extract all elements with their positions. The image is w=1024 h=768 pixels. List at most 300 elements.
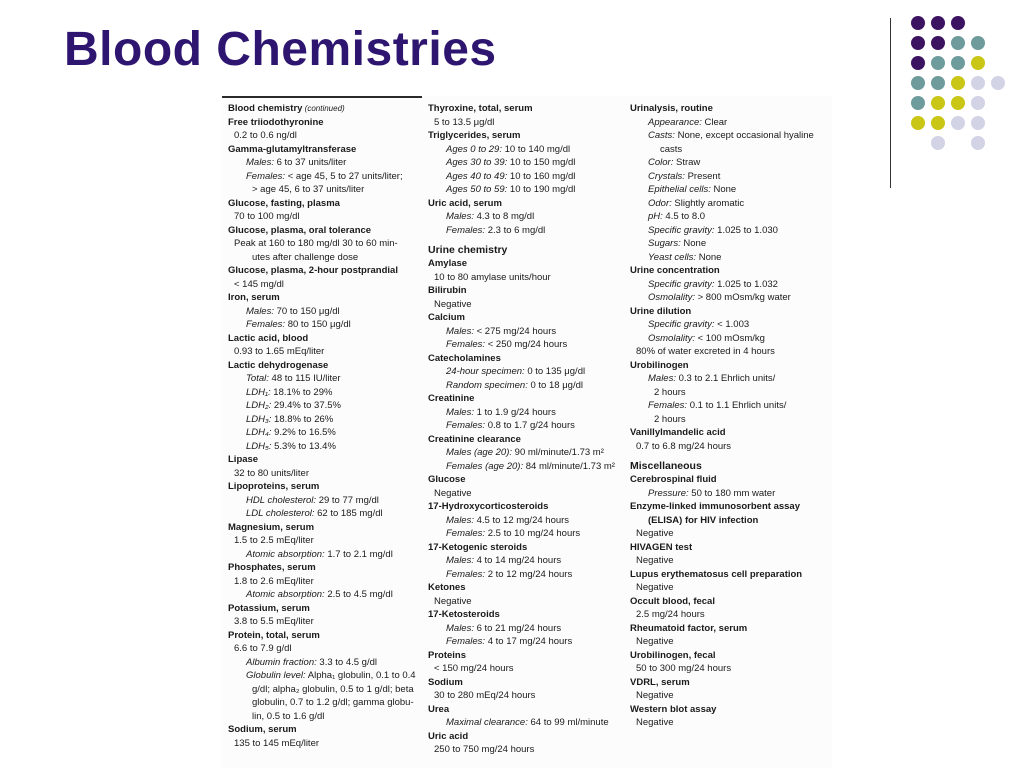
decorative-dot: [951, 56, 965, 70]
subvalue-text: 1 to 1.9 g/24 hours: [473, 406, 556, 418]
subvalue-label: Ages 30 to 39:: [446, 157, 508, 168]
reference-value: Negative: [636, 717, 674, 728]
test-heading-text: Gamma-glutamyltransferase: [228, 143, 357, 155]
test-heading: [428, 473, 628, 487]
decorative-dot: [951, 96, 965, 110]
subvalue-label: Specific gravity:: [648, 278, 715, 290]
subvalue-label: Males:: [246, 157, 274, 168]
decorative-dot: [991, 76, 1005, 90]
test-heading: [428, 730, 628, 744]
reference-value: 0.93 to 1.65 mEq/liter: [234, 346, 325, 357]
subvalue-label: Globulin level:: [246, 670, 306, 681]
test-heading-text: Glucose: [428, 474, 466, 485]
reference-subvalue: [428, 406, 628, 420]
reference-value: 50 to 300 mg/24 hours: [636, 663, 732, 674]
test-heading: [228, 602, 424, 616]
reference-value: Peak at 160 to 180 mg/dl 30 to 60 min-: [234, 238, 398, 249]
decorative-dot: [911, 96, 925, 110]
reference-subvalue: [630, 197, 830, 211]
reference-subvalue: [228, 548, 424, 562]
subvalue-text: 18.8% to 26%: [271, 413, 334, 425]
reference-value: Negative: [434, 298, 472, 310]
decorative-dot: [971, 36, 985, 50]
test-heading: [630, 264, 830, 278]
test-heading-text: Lipoproteins, serum: [228, 481, 320, 492]
test-heading-text: Sodium: [428, 676, 463, 688]
test-heading: [630, 595, 830, 609]
test-heading-text: Thyroxine, total, serum: [428, 103, 533, 114]
test-heading-text: Blood chemistry: [228, 103, 303, 114]
test-heading-text: Glucose, plasma, oral tolerance: [228, 224, 372, 236]
reference-subvalue: [228, 426, 424, 440]
test-heading-text: Urobilinogen: [630, 359, 689, 371]
subvalue-text: None: [680, 238, 707, 249]
subvalue-label: Females:: [446, 636, 486, 647]
continued-value: casts: [660, 143, 683, 155]
continued-value: lin, 0.5 to 1.6 g/dl: [252, 710, 325, 722]
reference-value: 1.8 to 2.6 mEq/liter: [234, 575, 314, 587]
test-heading-text: 17-Hydroxycorticosteroids: [428, 501, 549, 512]
test-heading-text: Cerebrospinal fluid: [630, 474, 717, 485]
subvalue-label: Females:: [446, 420, 486, 431]
reference-subvalue: [428, 338, 628, 352]
test-heading-text: Uric acid: [428, 730, 469, 742]
decorative-dot: [951, 76, 965, 90]
subvalue-text: < 250 mg/24 hours: [485, 339, 568, 350]
test-heading: [228, 224, 424, 238]
subvalue-label: Ages 0 to 29:: [446, 143, 502, 155]
subvalue-label: LDL cholesterol:: [246, 508, 315, 519]
section-heading: Miscellaneous: [630, 460, 702, 472]
reference-subvalue: [228, 413, 424, 427]
decorative-dot: [931, 56, 945, 70]
reference-subvalue: [428, 514, 628, 528]
reference-subvalue: [630, 183, 830, 197]
continued-value: 2 hours: [654, 386, 686, 398]
decorative-dot: [911, 116, 925, 130]
reference-subvalue: [428, 365, 628, 379]
subvalue-text: 4 to 17 mg/24 hours: [485, 636, 573, 647]
test-heading: [228, 291, 424, 305]
test-heading: [428, 541, 628, 555]
subvalue-label: Males:: [446, 514, 474, 526]
subvalue-label: Males (age 20):: [446, 447, 513, 458]
reference-value: Negative: [636, 636, 674, 647]
subvalue-text: 1.7 to 2.1 mg/dl: [324, 548, 393, 560]
test-heading: [428, 284, 628, 298]
subvalue-text: 6 to 37 units/liter: [273, 157, 347, 168]
subvalue-label: Maximal clearance:: [446, 717, 528, 728]
test-heading: [428, 676, 628, 690]
reference-subvalue: [428, 210, 628, 224]
reference-subvalue: [630, 116, 830, 130]
reference-value: 0.7 to 6.8 mg/24 hours: [636, 440, 732, 452]
subvalue-text: 50 to 180 mm water: [688, 487, 776, 499]
subvalue-text: < 275 mg/24 hours: [473, 325, 557, 337]
test-heading: [228, 453, 424, 467]
subvalue-text: 29.4% to 37.5%: [271, 400, 341, 411]
test-heading-text: Potassium, serum: [228, 602, 310, 614]
subvalue-label: Yeast cells:: [648, 251, 697, 263]
test-heading: [630, 703, 830, 717]
reference-value: Negative: [636, 582, 674, 593]
decorative-dot: [951, 16, 965, 30]
continued-value: > age 45, 6 to 37 units/liter: [252, 184, 365, 195]
subvalue-text: 4.3 to 8 mg/dl: [473, 211, 535, 222]
subvalue-label: LDH₂:: [246, 400, 272, 411]
test-heading-text: Urobilinogen, fecal: [630, 649, 716, 661]
subvalue-text: 10 to 190 mg/dl: [507, 184, 576, 195]
test-heading: [428, 311, 628, 325]
test-heading-text: Bilirubin: [428, 285, 467, 296]
test-heading-text: Proteins: [428, 649, 467, 661]
reference-subvalue: [428, 156, 628, 170]
subvalue-text: 1.025 to 1.032: [714, 278, 778, 290]
test-heading: [630, 305, 830, 319]
test-heading-text: Amylase: [428, 258, 468, 269]
decorative-dot: [971, 96, 985, 110]
test-heading-text: Iron, serum: [228, 292, 280, 303]
test-heading: [428, 433, 628, 447]
subvalue-text: 3.3 to 4.5 g/dl: [316, 656, 377, 668]
reference-subvalue: [630, 210, 830, 224]
subvalue-label: Appearance:: [648, 116, 702, 128]
decorative-dot: [931, 16, 945, 30]
test-heading: [228, 102, 424, 116]
reference-subvalue: [630, 224, 830, 238]
test-heading-text: Lactic acid, blood: [228, 332, 309, 344]
subvalue-text: 29 to 77 mg/dl: [316, 494, 379, 506]
subvalue-text: 10 to 160 mg/dl: [507, 170, 576, 182]
test-heading-text: Vanillylmandelic acid: [630, 427, 726, 438]
test-heading-text: 17-Ketogenic steroids: [428, 541, 528, 553]
test-heading-text: Ketones: [428, 582, 466, 593]
subvalue-text: 0.1 to 1.1 Ehrlich units/: [687, 400, 787, 411]
subvalue-text: None, except occasional hyaline: [674, 130, 814, 141]
scanned-reference-table: [222, 96, 832, 768]
subvalue-text: 9.2% to 16.5%: [271, 427, 336, 438]
reference-value: 10 to 80 amylase units/hour: [434, 271, 551, 283]
subvalue-label: Males:: [246, 305, 274, 317]
decorative-dot: [931, 36, 945, 50]
reference-subvalue: [428, 170, 628, 184]
reference-value: Negative: [636, 690, 674, 701]
reference-value: Negative: [434, 487, 472, 499]
subvalue-label: Females (age 20):: [446, 460, 524, 472]
reference-value: Negative: [636, 555, 674, 566]
subvalue-text: None: [710, 184, 737, 195]
test-heading: [630, 426, 830, 440]
test-heading: [630, 102, 830, 116]
test-heading: [228, 264, 424, 278]
subvalue-label: Osmolality:: [648, 292, 695, 303]
test-heading-text: Triglycerides, serum: [428, 130, 521, 141]
test-heading: [630, 568, 830, 582]
reference-subvalue: [630, 487, 830, 501]
test-heading-text: Phosphates, serum: [228, 562, 316, 573]
subvalue-label: Ages 50 to 59:: [446, 184, 508, 195]
subvalue-label: Epithelial cells:: [648, 184, 711, 195]
subvalue-label: Males:: [446, 325, 474, 337]
reference-subvalue: [228, 318, 424, 332]
subvalue-text: > 800 mOsm/kg water: [694, 292, 791, 303]
reference-column-3: [630, 102, 830, 730]
subvalue-label: Males:: [648, 373, 676, 384]
decorative-dot: [911, 16, 925, 30]
test-heading: [630, 649, 830, 663]
subvalue-text: 1.025 to 1.030: [714, 224, 778, 236]
reference-subvalue: [630, 237, 830, 251]
test-heading-text: Calcium: [428, 312, 465, 323]
decorative-dot: [951, 116, 965, 130]
test-heading: [428, 608, 628, 622]
test-heading-text: Urine dilution: [630, 305, 692, 317]
subvalue-label: Specific gravity:: [648, 319, 715, 330]
subvalue-text: < 1.003: [714, 319, 750, 330]
reference-value: 250 to 750 mg/24 hours: [434, 744, 535, 755]
subvalue-text: 4 to 14 mg/24 hours: [473, 555, 562, 566]
test-heading: [428, 257, 628, 271]
subvalue-label: Males:: [446, 555, 474, 566]
subvalue-text: 4.5 to 12 mg/24 hours: [473, 514, 570, 526]
subvalue-label: Males:: [446, 622, 474, 634]
test-heading: [428, 703, 628, 717]
reference-value: 135 to 145 mEq/liter: [234, 737, 320, 749]
reference-subvalue: [428, 716, 628, 730]
subvalue-label: Color:: [648, 157, 674, 168]
reference-value: 1.5 to 2.5 mEq/liter: [234, 535, 314, 546]
test-heading-text: Lupus erythematosus cell preparation: [630, 568, 803, 580]
reference-value: 0.2 to 0.6 ng/dl: [234, 130, 297, 141]
test-heading-text: Rheumatoid factor, serum: [630, 622, 748, 634]
subvalue-text: 4.5 to 8.0: [662, 211, 706, 222]
subvalue-label: Females:: [446, 224, 486, 236]
test-heading: [428, 102, 628, 116]
test-heading-text: Occult blood, fecal: [630, 595, 715, 607]
subvalue-text: None: [696, 251, 722, 263]
test-heading: [228, 197, 424, 211]
subvalue-text: Straw: [673, 157, 701, 168]
slide-title: Blood Chemistries: [64, 23, 497, 76]
subvalue-label: pH:: [648, 211, 663, 222]
subvalue-text: 80 to 150 μg/dl: [285, 319, 351, 330]
reference-subvalue: [428, 460, 628, 474]
subvalue-label: Females:: [446, 339, 486, 350]
decorative-dot: [911, 76, 925, 90]
test-heading: [630, 676, 830, 690]
test-heading-text: HIVAGEN test: [630, 541, 693, 553]
reference-subvalue: [228, 156, 424, 170]
reference-subvalue: [630, 129, 830, 143]
subvalue-text: 2.5 to 10 mg/24 hours: [485, 528, 581, 539]
reference-subvalue: [228, 305, 424, 319]
subvalue-label: Sugars:: [648, 238, 681, 249]
table-top-rule: [222, 96, 422, 98]
subvalue-text: 0.8 to 1.7 g/24 hours: [485, 420, 575, 431]
subvalue-label: Females:: [446, 568, 486, 580]
test-heading: [228, 359, 424, 373]
decorative-dot: [931, 116, 945, 130]
section-heading: Urine chemistry: [428, 244, 508, 256]
decorative-dot: [911, 36, 925, 50]
subvalue-label: HDL cholesterol:: [246, 494, 317, 506]
subvalue-label: Specific gravity:: [648, 224, 715, 236]
subvalue-label: Crystals:: [648, 170, 685, 182]
continued-value: globulin, 0.7 to 1.2 g/dl; gamma globu-: [252, 697, 414, 708]
test-heading: [630, 622, 830, 636]
continued-value: g/dl; alpha₂ globulin, 0.5 to 1 g/dl; beta: [252, 683, 414, 695]
title-divider: [890, 18, 891, 188]
reference-subvalue: [630, 291, 830, 305]
test-heading-text: Magnesium, serum: [228, 521, 315, 533]
subvalue-text: 90 ml/minute/1.73 m²: [512, 447, 604, 458]
reference-subvalue: [228, 372, 424, 386]
test-heading: [228, 332, 424, 346]
subvalue-text: 10 to 150 mg/dl: [507, 157, 576, 168]
reference-value: Negative: [636, 528, 674, 539]
test-heading-text: Lactic dehydrogenase: [228, 359, 329, 371]
reference-subvalue: [630, 251, 830, 265]
subvalue-text: 84 ml/minute/1.73 m²: [523, 460, 615, 472]
test-heading-text: 17-Ketosteroids: [428, 609, 500, 620]
reference-subvalue: [428, 419, 628, 433]
subvalue-label: Females:: [648, 400, 688, 411]
subvalue-text: 64 to 99 ml/minute: [527, 717, 609, 728]
reference-subvalue: [428, 224, 628, 238]
test-heading: [630, 473, 830, 487]
test-heading: [428, 500, 628, 514]
reference-value: 32 to 80 units/liter: [234, 467, 309, 479]
subvalue-text: 18.1% to 29%: [270, 386, 333, 398]
subvalue-text: < age 45, 5 to 27 units/liter;: [285, 170, 403, 182]
subvalue-label: Random specimen:: [446, 379, 528, 391]
subvalue-text: Clear: [701, 116, 728, 128]
reference-value: 2.5 mg/24 hours: [636, 609, 705, 620]
subvalue-text: 2 to 12 mg/24 hours: [485, 568, 573, 580]
reference-subvalue: [428, 527, 628, 541]
heading-note: (continued): [302, 104, 345, 113]
test-heading-text: Urinalysis, routine: [630, 103, 713, 114]
reference-subvalue: [428, 446, 628, 460]
reference-value: 30 to 280 mEq/24 hours: [434, 690, 536, 701]
decorative-dot: [951, 36, 965, 50]
reference-subvalue: [228, 656, 424, 670]
subvalue-label: Atomic absorption:: [246, 548, 325, 560]
subvalue-text: Present: [684, 170, 721, 182]
test-heading: [428, 129, 628, 143]
subvalue-text: 0.3 to 2.1 Ehrlich units/: [675, 373, 776, 384]
test-heading: [428, 352, 628, 366]
subvalue-text: 0 to 135 μg/dl: [524, 366, 586, 377]
subvalue-text: 2.3 to 6 mg/dl: [485, 224, 546, 236]
subvalue-label: Females:: [246, 170, 286, 182]
subvalue-text: Slightly aromatic: [671, 197, 745, 209]
subvalue-label: LDH₄:: [246, 427, 272, 438]
reference-subvalue: [428, 143, 628, 157]
test-heading-text: Western blot assay: [630, 703, 717, 715]
subvalue-label: Pressure:: [648, 487, 689, 499]
reference-value: 80% of water excreted in 4 hours: [636, 346, 775, 357]
subvalue-label: Casts:: [648, 130, 675, 141]
reference-value: 3.8 to 5.5 mEq/liter: [234, 616, 314, 627]
test-heading: [228, 629, 424, 643]
reference-subvalue: [428, 325, 628, 339]
test-heading: [428, 581, 628, 595]
reference-subvalue: [630, 332, 830, 346]
reference-subvalue: [630, 372, 830, 386]
subvalue-label: LDH₁:: [246, 386, 271, 398]
reference-subvalue: [228, 170, 424, 184]
subvalue-text: < 100 mOsm/kg: [694, 332, 765, 344]
reference-subvalue: [228, 440, 424, 454]
test-heading: [228, 116, 424, 130]
subvalue-text: 5.3% to 13.4%: [271, 440, 336, 452]
decorative-dot: [931, 96, 945, 110]
reference-subvalue: [428, 622, 628, 636]
reference-subvalue: [630, 156, 830, 170]
decorative-dot: [931, 76, 945, 90]
subvalue-text: 0 to 18 μg/dl: [527, 379, 583, 391]
reference-subvalue: [428, 554, 628, 568]
reference-value: 6.6 to 7.9 g/dl: [234, 643, 292, 654]
subvalue-label: Females:: [446, 528, 486, 539]
reference-subvalue: [228, 494, 424, 508]
subvalue-label: Osmolality:: [648, 332, 695, 344]
reference-subvalue: [630, 170, 830, 184]
subvalue-text: 48 to 115 IU/liter: [268, 373, 341, 384]
subvalue-label: Total:: [246, 373, 269, 384]
test-heading: [630, 359, 830, 373]
decorative-dot: [971, 56, 985, 70]
decorative-dot: [911, 56, 925, 70]
test-heading-text: Creatinine: [428, 393, 475, 404]
reference-subvalue: [228, 399, 424, 413]
test-heading-text: Sodium, serum: [228, 724, 297, 735]
reference-subvalue: [428, 183, 628, 197]
reference-subvalue: [630, 399, 830, 413]
subvalue-text: Alpha₁ globulin, 0.1 to 0.4: [305, 670, 416, 681]
subvalue-label: Odor:: [648, 197, 672, 209]
subvalue-text: 10 to 140 mg/dl: [501, 143, 571, 155]
test-heading: [228, 561, 424, 575]
subvalue-label: LDH₅:: [246, 440, 272, 452]
reference-subvalue: [228, 507, 424, 521]
test-heading-continued: (ELISA) for HIV infection: [648, 514, 759, 526]
test-heading: [228, 143, 424, 157]
subvalue-label: Females:: [246, 319, 286, 330]
subvalue-label: 24-hour specimen:: [446, 366, 525, 377]
reference-subvalue: [228, 588, 424, 602]
reference-value: < 150 mg/24 hours: [434, 663, 514, 674]
reference-column-1: [228, 102, 424, 750]
decorative-dot: [931, 136, 945, 150]
test-heading-text: Urine concentration: [630, 265, 720, 276]
reference-value: 5 to 13.5 μg/dl: [434, 116, 495, 128]
test-heading-text: Urea: [428, 703, 450, 715]
subvalue-label: Albumin fraction:: [246, 656, 317, 668]
reference-subvalue: [428, 635, 628, 649]
test-heading-text: Enzyme-linked immunosorbent assay: [630, 501, 800, 512]
test-heading: [228, 480, 424, 494]
reference-value: < 145 mg/dl: [234, 278, 284, 290]
reference-subvalue: [428, 568, 628, 582]
test-heading-text: Protein, total, serum: [228, 629, 320, 641]
reference-value: Negative: [434, 595, 472, 607]
subvalue-label: LDH₃:: [246, 413, 272, 425]
continued-value: 2 hours: [654, 413, 686, 425]
reference-value: 70 to 100 mg/dl: [234, 211, 300, 222]
subvalue-label: Ages 40 to 49:: [446, 170, 508, 182]
